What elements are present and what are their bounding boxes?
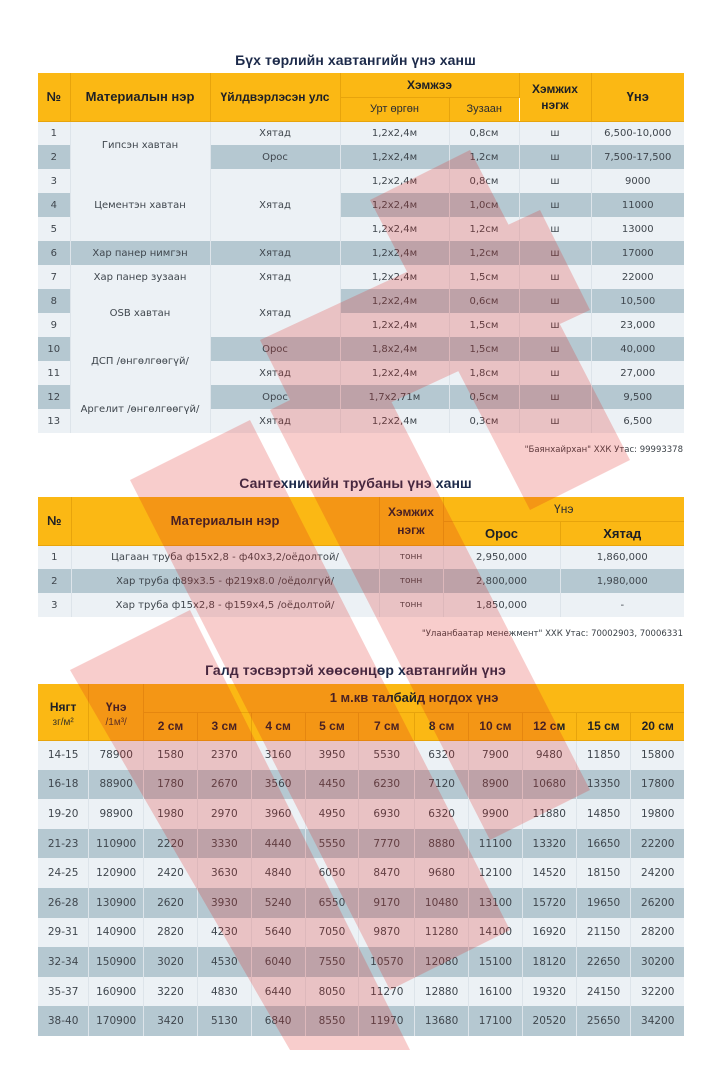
price-per-sqm: 6930 <box>359 799 415 829</box>
col-thickness: 10 см <box>469 712 523 740</box>
price-per-sqm: 5240 <box>251 888 305 918</box>
price-per-sqm: 1780 <box>144 770 198 800</box>
price-per-sqm: 11270 <box>359 977 415 1007</box>
size: 1,2х2,4м <box>340 313 449 337</box>
thickness: 0,8см <box>449 169 519 193</box>
price: 11000 <box>591 193 684 217</box>
price-per-sqm: 6550 <box>305 888 359 918</box>
row-no: 3 <box>38 593 71 617</box>
price-per-sqm: 4440 <box>251 829 305 859</box>
table-row <box>38 121 684 145</box>
price-per-sqm: 6840 <box>251 1006 305 1036</box>
col-material: Материалын нэр <box>70 73 210 121</box>
material-name: ДСП /өнгөлгөөгүй/ <box>70 337 210 385</box>
price: 9000 <box>591 169 684 193</box>
thickness: 1,8см <box>449 361 519 385</box>
table-row <box>38 593 684 617</box>
row-no: 8 <box>38 289 70 313</box>
price-per-sqm: 19320 <box>522 977 576 1007</box>
unit: ш <box>519 169 591 193</box>
size: 1,2х2,4м <box>340 361 449 385</box>
country: Хятад <box>210 289 340 337</box>
price-per-sqm: 12880 <box>415 977 469 1007</box>
price-per-sqm: 22650 <box>576 947 631 977</box>
unit: ш <box>519 409 591 433</box>
table-row <box>38 385 684 409</box>
price-per-sqm: 7900 <box>469 740 523 770</box>
unit: тонн <box>379 593 443 617</box>
price-russia: 2,800,000 <box>443 569 560 593</box>
unit: ш <box>519 313 591 337</box>
price: 27,000 <box>591 361 684 385</box>
price-per-sqm: 13680 <box>415 1006 469 1036</box>
price-per-sqm: 1580 <box>144 740 198 770</box>
price-per-sqm: 11970 <box>359 1006 415 1036</box>
price-per-sqm: 28200 <box>631 918 684 948</box>
price-per-m3: 170900 <box>89 1006 144 1036</box>
price: 6,500 <box>591 409 684 433</box>
price-china: - <box>560 593 684 617</box>
pipe-price-table <box>38 497 684 617</box>
unit: ш <box>519 217 591 241</box>
price-label: Үнэ <box>105 699 127 714</box>
price: 9,500 <box>591 385 684 409</box>
size: 1,2х2,4м <box>340 241 449 265</box>
density: 14-15 <box>38 740 89 770</box>
price-per-sqm: 10570 <box>359 947 415 977</box>
col-thickness: 4 см <box>251 712 305 740</box>
col-thickness: 15 см <box>576 712 631 740</box>
row-no: 9 <box>38 313 70 337</box>
country: Хятад <box>210 121 340 145</box>
size: 1,2х2,4м <box>340 409 449 433</box>
price-per-sqm: 3630 <box>197 858 251 888</box>
col-unit: Хэмжих нэгж <box>519 73 591 121</box>
size: 1,2х2,4м <box>340 169 449 193</box>
col-no: № <box>38 497 71 545</box>
thickness: 0,3см <box>449 409 519 433</box>
price-per-m3: 110900 <box>89 829 144 859</box>
price-per-sqm: 24200 <box>631 858 684 888</box>
country: Хятад <box>210 361 340 385</box>
density: 26-28 <box>38 888 89 918</box>
table-row <box>38 569 684 593</box>
price-per-m3: 98900 <box>89 799 144 829</box>
density: 32-34 <box>38 947 89 977</box>
table-row <box>38 918 684 948</box>
table-row <box>38 241 684 265</box>
price-per-sqm: 3960 <box>251 799 305 829</box>
price-per-sqm: 3950 <box>305 740 359 770</box>
table-row <box>38 829 684 859</box>
thickness: 1,5см <box>449 265 519 289</box>
price-per-sqm: 3330 <box>197 829 251 859</box>
price-per-sqm: 11850 <box>576 740 631 770</box>
price-per-sqm: 8050 <box>305 977 359 1007</box>
price-per-sqm: 8550 <box>305 1006 359 1036</box>
price-per-m3: 160900 <box>89 977 144 1007</box>
price-per-sqm: 7050 <box>305 918 359 948</box>
price-per-m3: 150900 <box>89 947 144 977</box>
price-per-sqm: 6050 <box>305 858 359 888</box>
price-per-sqm: 16920 <box>522 918 576 948</box>
table-row <box>38 947 684 977</box>
price-per-sqm: 6230 <box>359 770 415 800</box>
price-russia: 2,950,000 <box>443 545 560 569</box>
price-per-sqm: 4530 <box>197 947 251 977</box>
country: Орос <box>210 337 340 361</box>
price-per-sqm: 10480 <box>415 888 469 918</box>
price-per-sqm: 1980 <box>144 799 198 829</box>
price-per-sqm: 9870 <box>359 918 415 948</box>
thickness: 1,5см <box>449 337 519 361</box>
price-per-sqm: 2220 <box>144 829 198 859</box>
price: 23,000 <box>591 313 684 337</box>
foam-table-body <box>38 740 684 1036</box>
price-per-sqm: 18150 <box>576 858 631 888</box>
table-row <box>38 977 684 1007</box>
price-china: 1,980,000 <box>560 569 684 593</box>
material-name: Аргелит /өнгөлгөөгүй/ <box>70 385 210 433</box>
price-per-sqm: 12100 <box>469 858 523 888</box>
price-per-sqm: 11280 <box>415 918 469 948</box>
price-per-m3: 130900 <box>89 888 144 918</box>
unit: ш <box>519 289 591 313</box>
material-name: Хар панер нимгэн <box>70 241 210 265</box>
table2-supplier-note: "Улаанбаатар менежмент" ХХК Утас: 70002903, 70006331 <box>421 629 683 639</box>
price-per-sqm: 21150 <box>576 918 631 948</box>
thickness: 1,5см <box>449 313 519 337</box>
price: 22000 <box>591 265 684 289</box>
price-per-sqm: 5550 <box>305 829 359 859</box>
price-per-sqm: 13320 <box>522 829 576 859</box>
price-per-sqm: 8470 <box>359 858 415 888</box>
price-per-sqm: 14850 <box>576 799 631 829</box>
row-no: 2 <box>38 145 70 169</box>
price-per-sqm: 14100 <box>469 918 523 948</box>
unit: ш <box>519 265 591 289</box>
price-per-sqm: 8880 <box>415 829 469 859</box>
country: Хятад <box>210 409 340 433</box>
price: 10,500 <box>591 289 684 313</box>
price-per-sqm: 3560 <box>251 770 305 800</box>
row-no: 1 <box>38 545 71 569</box>
price-per-sqm: 8900 <box>469 770 523 800</box>
price-per-sqm: 2970 <box>197 799 251 829</box>
table-row <box>38 169 684 193</box>
country: Хятад <box>210 169 340 241</box>
unit: ш <box>519 121 591 145</box>
material-name: Хар панер зузаан <box>70 265 210 289</box>
price-per-sqm: 34200 <box>631 1006 684 1036</box>
table-row <box>38 1006 684 1036</box>
price-per-sqm: 4830 <box>197 977 251 1007</box>
price-per-sqm: 4450 <box>305 770 359 800</box>
price-per-sqm: 26200 <box>631 888 684 918</box>
price-per-sqm: 13100 <box>469 888 523 918</box>
price-per-sqm: 5530 <box>359 740 415 770</box>
table3-title: Галд тэсвэртэй хөөсөнцөр хавтангийн үнэ <box>205 662 506 678</box>
price-per-sqm: 15720 <box>522 888 576 918</box>
price-per-sqm: 4230 <box>197 918 251 948</box>
row-no: 1 <box>38 121 70 145</box>
thickness: 1,2см <box>449 217 519 241</box>
price-unit: /1м³/ <box>105 716 127 728</box>
material-name: Гипсэн хавтан <box>70 121 210 169</box>
col-thickness: 12 см <box>522 712 576 740</box>
col-material: Материалын нэр <box>71 497 379 545</box>
col-price-m3 <box>89 684 144 740</box>
col-price-per-sqm: 1 м.кв талбайд ногдох үнэ <box>144 684 684 712</box>
thickness: 1,2см <box>449 145 519 169</box>
density: 35-37 <box>38 977 89 1007</box>
table-row <box>38 799 684 829</box>
row-no: 7 <box>38 265 70 289</box>
col-country: Үйлдвэрлэсэн улс <box>210 73 340 121</box>
price-per-sqm: 10680 <box>522 770 576 800</box>
price-per-sqm: 22200 <box>631 829 684 859</box>
price-per-sqm: 17100 <box>469 1006 523 1036</box>
col-thickness: 7 см <box>359 712 415 740</box>
material-name: Хар труба ф15х2,8 - ф159х4,5 /оёдолтой/ <box>71 593 379 617</box>
price-per-sqm: 4840 <box>251 858 305 888</box>
country: Хятад <box>210 241 340 265</box>
price-per-sqm: 7550 <box>305 947 359 977</box>
size: 1,2х2,4м <box>340 121 449 145</box>
table2-title: Сантехникийн трубаны үнэ ханш <box>239 475 472 491</box>
thickness: 0,8см <box>449 121 519 145</box>
price-per-sqm: 14520 <box>522 858 576 888</box>
unit: ш <box>519 361 591 385</box>
table-row <box>38 545 684 569</box>
price-per-m3: 78900 <box>89 740 144 770</box>
table-row <box>38 888 684 918</box>
density-label: Нягт <box>49 699 77 714</box>
price-per-sqm: 9480 <box>522 740 576 770</box>
col-china: Хятад <box>560 521 684 545</box>
density: 38-40 <box>38 1006 89 1036</box>
price-per-sqm: 2670 <box>197 770 251 800</box>
foam-board-price-table <box>38 684 684 1036</box>
table-row <box>38 289 684 313</box>
thickness: 0,6см <box>449 289 519 313</box>
density: 21-23 <box>38 829 89 859</box>
col-price: Үнэ <box>591 73 684 121</box>
price-per-sqm: 19650 <box>576 888 631 918</box>
price-per-sqm: 19800 <box>631 799 684 829</box>
price-per-sqm: 17800 <box>631 770 684 800</box>
price-per-sqm: 2420 <box>144 858 198 888</box>
density: 24-25 <box>38 858 89 888</box>
unit: ш <box>519 385 591 409</box>
density: 19-20 <box>38 799 89 829</box>
material-name: Цагаан труба ф15х2,8 - ф40х3,2/оёдолтой/ <box>71 545 379 569</box>
row-no: 13 <box>38 409 70 433</box>
table-row <box>38 770 684 800</box>
col-unit: Хэмжих нэгж <box>379 497 443 545</box>
price-per-sqm: 3930 <box>197 888 251 918</box>
price-per-sqm: 15800 <box>631 740 684 770</box>
col-thickness: 5 см <box>305 712 359 740</box>
table-row <box>38 740 684 770</box>
table-row <box>38 337 684 361</box>
price-per-sqm: 18120 <box>522 947 576 977</box>
row-no: 5 <box>38 217 70 241</box>
col-price: Үнэ <box>443 497 684 521</box>
price-per-sqm: 16100 <box>469 977 523 1007</box>
unit: ш <box>519 241 591 265</box>
price-per-sqm: 30200 <box>631 947 684 977</box>
price-per-sqm: 9170 <box>359 888 415 918</box>
price-per-sqm: 3160 <box>251 740 305 770</box>
unit: тонн <box>379 569 443 593</box>
price-per-sqm: 3220 <box>144 977 198 1007</box>
price-per-m3: 120900 <box>89 858 144 888</box>
row-no: 4 <box>38 193 70 217</box>
country: Хятад <box>210 265 340 289</box>
price-per-sqm: 6320 <box>415 799 469 829</box>
price-per-sqm: 2820 <box>144 918 198 948</box>
price-per-sqm: 15100 <box>469 947 523 977</box>
price-per-sqm: 4950 <box>305 799 359 829</box>
thickness: 1,2см <box>449 241 519 265</box>
price-per-sqm: 2370 <box>197 740 251 770</box>
price: 17000 <box>591 241 684 265</box>
col-no: № <box>38 73 70 121</box>
size: 1,2х2,4м <box>340 289 449 313</box>
country: Орос <box>210 145 340 169</box>
row-no: 11 <box>38 361 70 385</box>
price-per-sqm: 3420 <box>144 1006 198 1036</box>
row-no: 2 <box>38 569 71 593</box>
density-unit: зг/м² <box>52 716 74 728</box>
size: 1,8х2,4м <box>340 337 449 361</box>
price-per-sqm: 25650 <box>576 1006 631 1036</box>
material-name: Хар труба ф89х3.5 - ф219х8.0 /оёдолгүй/ <box>71 569 379 593</box>
thickness: 0,5см <box>449 385 519 409</box>
price-per-sqm: 24150 <box>576 977 631 1007</box>
price: 40,000 <box>591 337 684 361</box>
price-per-sqm: 2620 <box>144 888 198 918</box>
price: 6,500-10,000 <box>591 121 684 145</box>
size: 1,7х2,71м <box>340 385 449 409</box>
table-row <box>38 858 684 888</box>
col-density <box>38 684 89 740</box>
density: 16-18 <box>38 770 89 800</box>
price-per-m3: 88900 <box>89 770 144 800</box>
price-per-sqm: 6320 <box>415 740 469 770</box>
col-thickness: 3 см <box>197 712 251 740</box>
price-per-sqm: 9900 <box>469 799 523 829</box>
col-russia: Орос <box>443 521 560 545</box>
size: 1,2х2,4м <box>340 217 449 241</box>
table1-title: Бүх төрлийн хавтангийн үнэ ханш <box>235 52 476 68</box>
price-per-m3: 140900 <box>89 918 144 948</box>
price-per-sqm: 16650 <box>576 829 631 859</box>
unit: ш <box>519 337 591 361</box>
price-per-sqm: 7770 <box>359 829 415 859</box>
price-per-sqm: 11100 <box>469 829 523 859</box>
unit: тонн <box>379 545 443 569</box>
size: 1,2х2,4м <box>340 265 449 289</box>
price: 7,500-17,500 <box>591 145 684 169</box>
price-per-sqm: 6040 <box>251 947 305 977</box>
col-size-lw: Урт өргөн <box>340 97 449 121</box>
price-per-sqm: 12080 <box>415 947 469 977</box>
col-thickness: 8 см <box>415 712 469 740</box>
price-per-sqm: 11880 <box>522 799 576 829</box>
row-no: 12 <box>38 385 70 409</box>
price-russia: 1,850,000 <box>443 593 560 617</box>
col-thickness: 20 см <box>631 712 684 740</box>
col-size: Хэмжээ <box>340 73 519 97</box>
material-name: Цементэн хавтан <box>70 169 210 241</box>
unit: ш <box>519 193 591 217</box>
price-china: 1,860,000 <box>560 545 684 569</box>
price-per-sqm: 7120 <box>415 770 469 800</box>
row-no: 6 <box>38 241 70 265</box>
price-per-sqm: 9680 <box>415 858 469 888</box>
price-per-sqm: 5640 <box>251 918 305 948</box>
row-no: 10 <box>38 337 70 361</box>
price-per-sqm: 13350 <box>576 770 631 800</box>
country: Орос <box>210 385 340 409</box>
col-size-thick: Зузаан <box>449 97 519 121</box>
material-name: OSB хавтан <box>70 289 210 337</box>
price-per-sqm: 20520 <box>522 1006 576 1036</box>
price-per-sqm: 6440 <box>251 977 305 1007</box>
price: 13000 <box>591 217 684 241</box>
col-thickness: 2 см <box>144 712 198 740</box>
table1-supplier-note: "Баянхайрхан" ХХК Утас: 99993378 <box>524 445 683 455</box>
price-per-sqm: 3020 <box>144 947 198 977</box>
price-per-sqm: 5130 <box>197 1006 251 1036</box>
board-price-table <box>38 73 684 433</box>
row-no: 3 <box>38 169 70 193</box>
thickness: 1,0см <box>449 193 519 217</box>
size: 1,2х2,4м <box>340 193 449 217</box>
table-row <box>38 265 684 289</box>
density: 29-31 <box>38 918 89 948</box>
size: 1,2х2,4м <box>340 145 449 169</box>
price-per-sqm: 32200 <box>631 977 684 1007</box>
unit: ш <box>519 145 591 169</box>
